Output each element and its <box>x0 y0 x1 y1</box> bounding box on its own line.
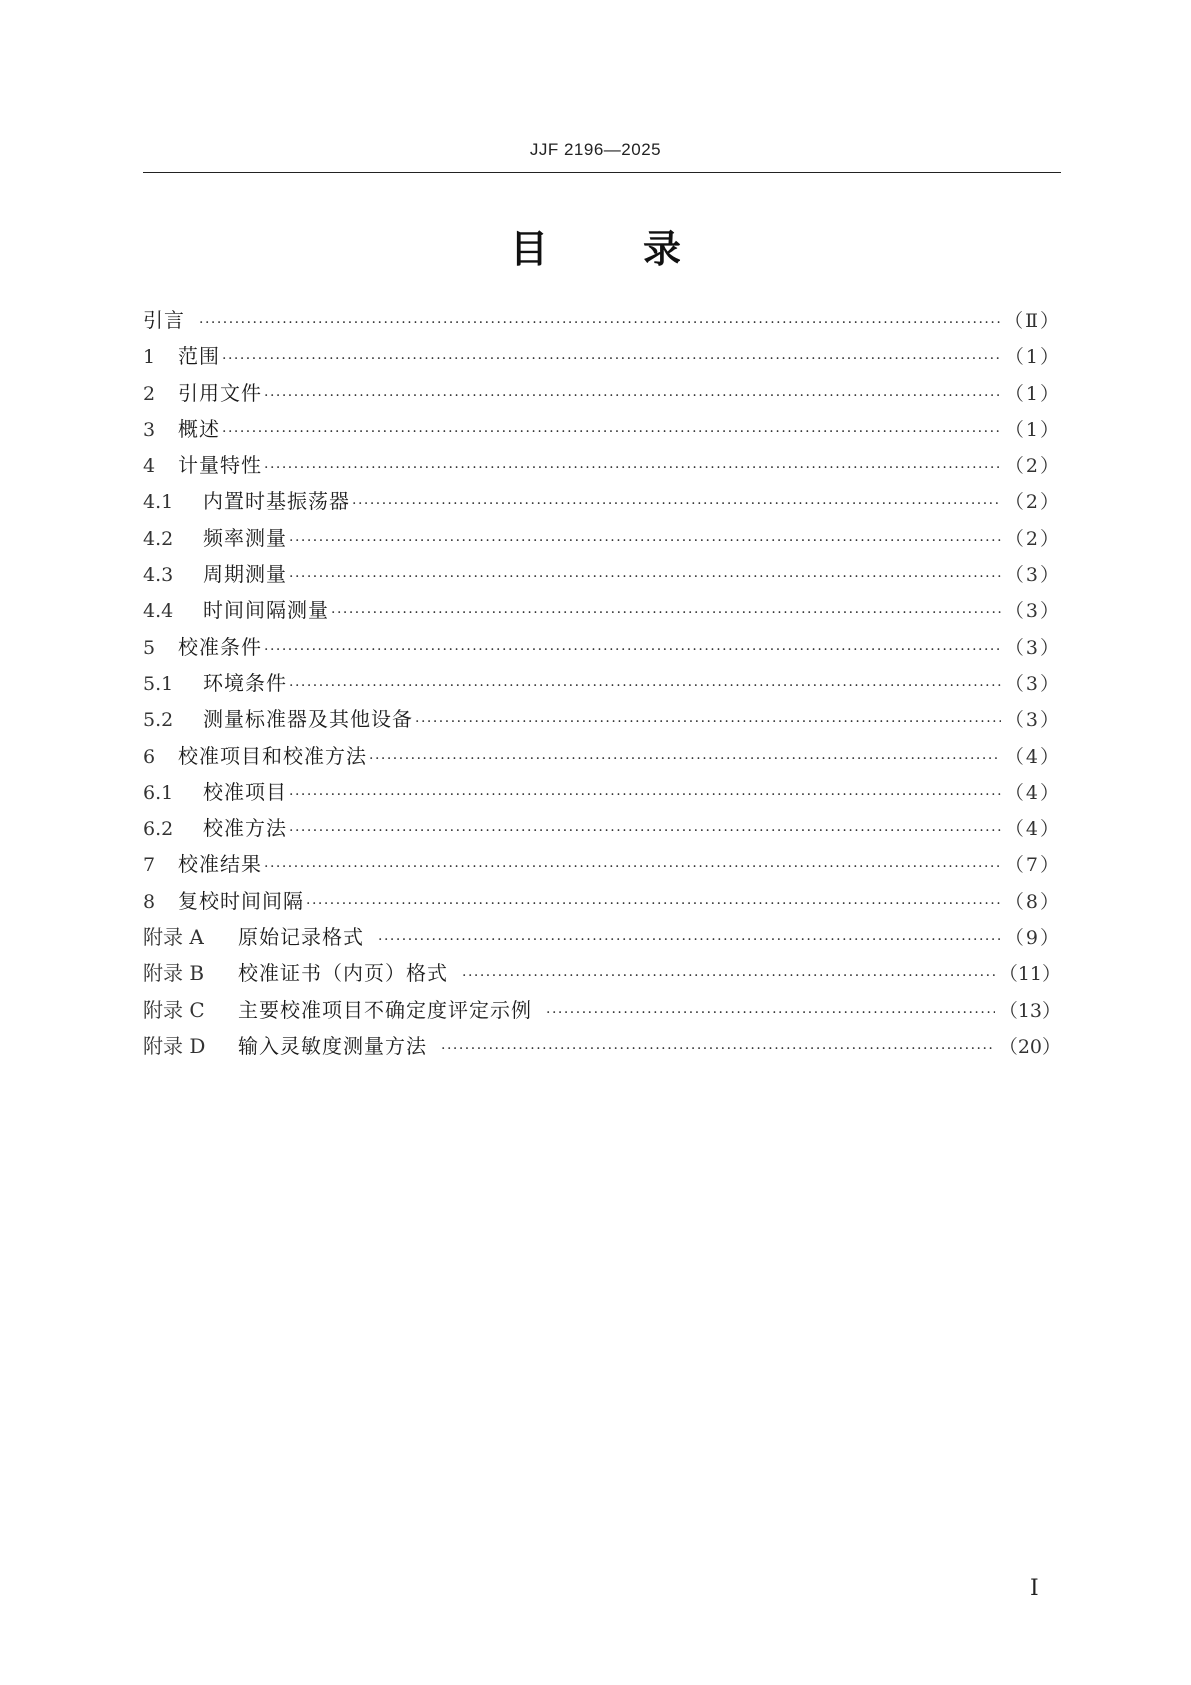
toc-entry-number: 4 <box>143 455 156 478</box>
toc-entry-page: （3） <box>1004 672 1061 695</box>
toc-entry-label: 周期测量 <box>203 562 287 587</box>
toc-leader-dots <box>289 777 1001 810</box>
toc-entry-4-4[interactable] <box>143 592 1061 628</box>
toc-entry-page: （4） <box>1004 781 1061 804</box>
toc-entry-number: 6 <box>143 745 156 768</box>
toc-leader-dots <box>441 1031 995 1064</box>
toc-leader-dots <box>289 523 1001 556</box>
toc-entry-6-2[interactable] <box>143 810 1061 846</box>
toc-entry-5[interactable] <box>143 629 1061 665</box>
toc-entry-page: （3） <box>1004 709 1061 732</box>
toc-entry-page: （2） <box>1004 455 1061 478</box>
toc-entry-2[interactable] <box>143 375 1061 411</box>
toc-entry-number: 6.2 <box>143 818 174 841</box>
toc-entry-label: 频率测量 <box>203 525 287 550</box>
toc-entry-page: （1） <box>1004 418 1061 441</box>
toc-entry-label: 计量特性 <box>178 453 262 478</box>
toc-entry-page: （11） <box>998 963 1061 986</box>
toc-leader-dots <box>352 486 1001 519</box>
toc-entry-number: 5.2 <box>143 709 174 732</box>
toc-entry-label: 校准证书（内页）格式 <box>238 961 448 986</box>
toc-entry-number: 附录 D <box>143 1033 206 1058</box>
toc-entry-page: （3） <box>1004 636 1061 659</box>
toc-entry-appendix-d[interactable] <box>143 1028 1061 1064</box>
toc-entry-label: 概述 <box>178 416 220 441</box>
toc-entry-label: 校准项目 <box>203 779 287 804</box>
toc-entry-page: （1） <box>1004 382 1061 405</box>
toc-entry-label: 校准条件 <box>178 634 262 659</box>
toc-entry-number: 4.2 <box>143 527 174 550</box>
toc-entry-label: 引言 <box>143 308 185 332</box>
toc-entry-page: （2） <box>1004 491 1061 514</box>
header-divider <box>143 172 1061 173</box>
toc-entry-page: （3） <box>1004 600 1061 623</box>
toc-entry-number: 5 <box>143 636 156 659</box>
toc-entry-number: 附录 C <box>143 997 205 1022</box>
toc-leader-dots <box>222 341 1001 374</box>
toc-leader-dots <box>378 922 1001 955</box>
toc-entry-page: （Ⅱ） <box>1004 310 1061 332</box>
toc-entry-5-1[interactable] <box>143 665 1061 701</box>
page-title-part1: 目 <box>509 227 548 271</box>
toc-entry-number: 8 <box>143 890 156 913</box>
toc-entry-4-3[interactable] <box>143 556 1061 592</box>
toc-entry-page: （4） <box>1004 745 1061 768</box>
toc-entry-number: 6.1 <box>143 781 174 804</box>
toc-entry-page: （3） <box>1004 564 1061 587</box>
toc-entry-3[interactable] <box>143 411 1061 447</box>
toc-entry-appendix-a[interactable] <box>143 919 1061 955</box>
toc-entry-number: 1 <box>143 346 156 369</box>
toc-entry-number: 7 <box>143 854 156 877</box>
toc-entry-page: （9） <box>1004 927 1061 950</box>
toc-entry-label: 测量标准器及其他设备 <box>203 707 413 732</box>
toc-entry-number: 5.1 <box>143 672 174 695</box>
page-number: Ⅰ <box>1030 1576 1039 1601</box>
toc-entry-number: 2 <box>143 382 156 405</box>
toc-leader-dots <box>331 595 1001 628</box>
toc-entry-page: （8） <box>1004 890 1061 913</box>
toc-entry-label: 复校时间间隔 <box>178 888 304 913</box>
toc-entry-number: 附录 B <box>143 961 205 986</box>
toc-leader-dots <box>415 704 1001 737</box>
toc-entry-label: 环境条件 <box>203 670 287 695</box>
toc-entry-page: （20） <box>998 1035 1061 1058</box>
toc-entry-appendix-c[interactable] <box>143 992 1061 1028</box>
toc-entry-label: 校准项目和校准方法 <box>178 743 367 768</box>
toc-leader-dots <box>289 668 1001 701</box>
toc-entry-preface[interactable] <box>143 302 1061 338</box>
toc-leader-dots <box>264 450 1001 483</box>
toc-entry-label: 内置时基振荡器 <box>203 489 350 514</box>
toc-entry-number: 4.1 <box>143 491 174 514</box>
toc-entry-page: （1） <box>1004 346 1061 369</box>
toc-entry-label: 校准结果 <box>178 852 262 877</box>
toc-entry-label: 主要校准项目不确定度评定示例 <box>238 997 532 1022</box>
toc-entry-label: 输入灵敏度测量方法 <box>238 1033 427 1058</box>
toc-entry-number: 附录 A <box>143 925 204 950</box>
toc-entry-4-2[interactable] <box>143 520 1061 556</box>
toc-entry-page: （4） <box>1004 818 1061 841</box>
toc-leader-dots <box>306 886 1001 919</box>
toc-entry-label: 时间间隔测量 <box>203 598 329 623</box>
toc-entry-page: （7） <box>1004 854 1061 877</box>
toc-entry-page: （13） <box>998 999 1061 1022</box>
toc-entry-label: 范围 <box>178 344 220 369</box>
toc-entry-4-1[interactable] <box>143 483 1061 519</box>
toc-entry-label: 校准方法 <box>203 816 287 841</box>
standard-code: JJF 2196—2025 <box>529 140 662 159</box>
toc-leader-dots <box>264 632 1001 665</box>
toc-entry-6-1[interactable] <box>143 774 1061 810</box>
toc-leader-dots <box>264 849 1001 882</box>
toc-leader-dots <box>546 995 995 1028</box>
toc-entry-7[interactable] <box>143 846 1061 882</box>
toc-entry-appendix-b[interactable] <box>143 955 1061 991</box>
table-of-contents <box>143 302 1061 1064</box>
toc-leader-dots <box>462 958 995 991</box>
toc-leader-dots <box>264 378 1001 411</box>
toc-entry-1[interactable] <box>143 338 1061 374</box>
page-title <box>0 218 1191 273</box>
toc-leader-dots <box>222 414 1001 447</box>
toc-entry-6[interactable] <box>143 738 1061 774</box>
toc-leader-dots <box>199 305 1000 338</box>
toc-entry-label: 引用文件 <box>178 380 262 405</box>
toc-entry-number: 4.3 <box>143 564 174 587</box>
toc-entry-number: 3 <box>143 418 156 441</box>
toc-entry-number: 4.4 <box>143 600 174 623</box>
toc-entry-5-2[interactable] <box>143 701 1061 737</box>
page-title-part2: 录 <box>643 227 682 271</box>
toc-entry-label: 原始记录格式 <box>238 925 364 950</box>
toc-entry-8[interactable] <box>143 883 1061 919</box>
toc-entry-4[interactable] <box>143 447 1061 483</box>
toc-entry-page: （2） <box>1004 527 1061 550</box>
toc-leader-dots <box>289 813 1001 846</box>
toc-leader-dots <box>289 559 1001 592</box>
toc-leader-dots <box>369 741 1001 774</box>
